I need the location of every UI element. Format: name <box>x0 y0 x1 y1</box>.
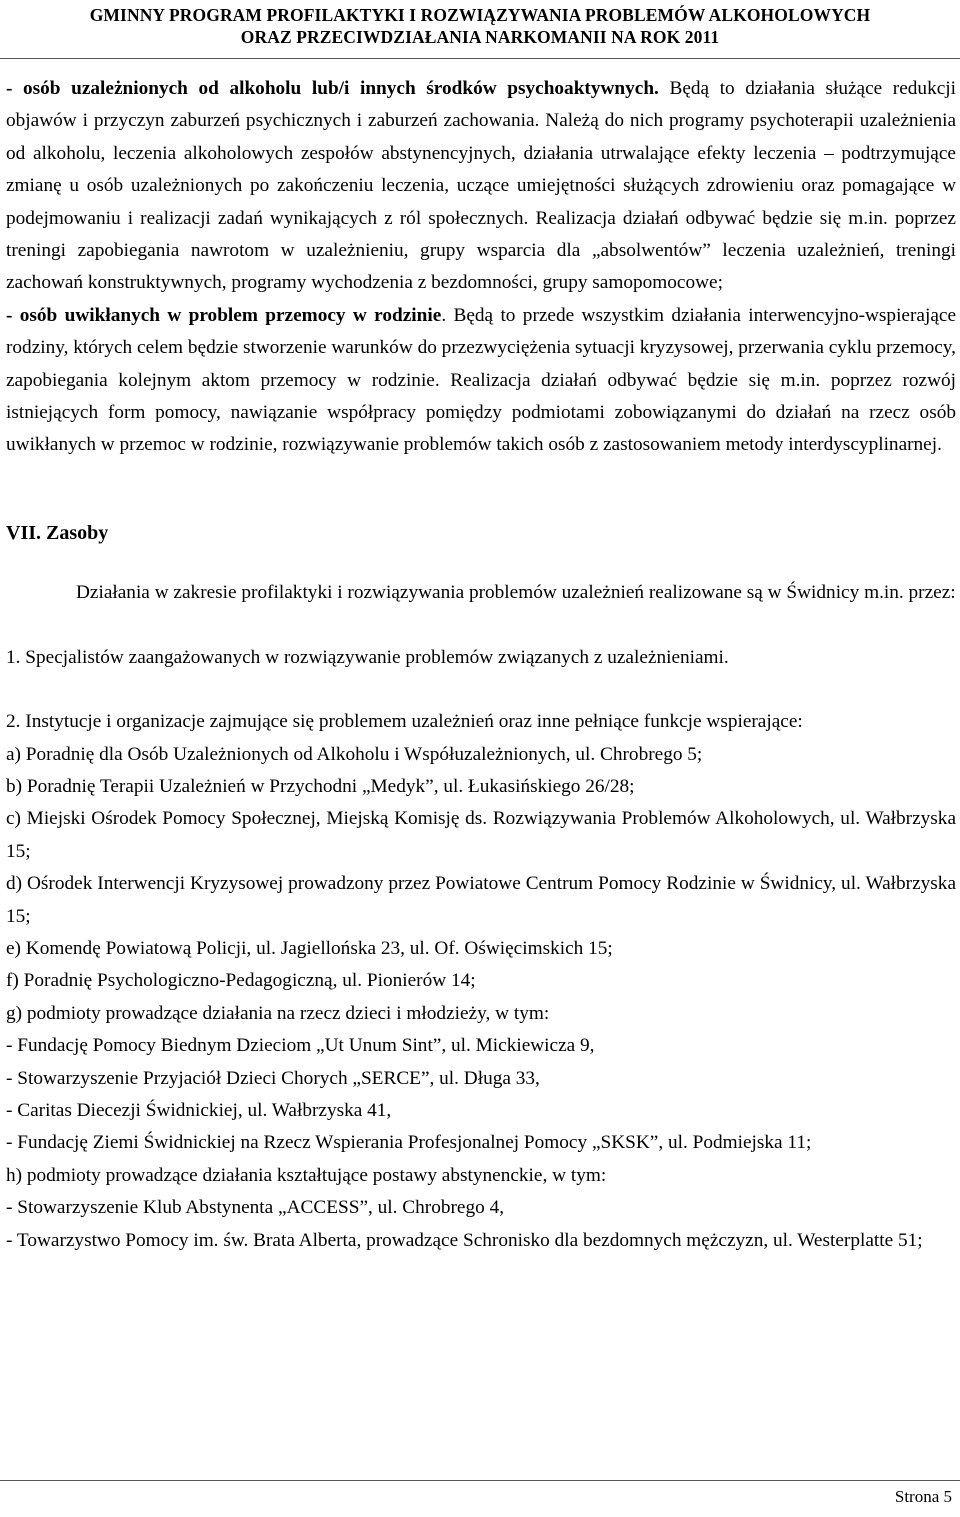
list-item: - Fundację Pomocy Biednym Dzieciom „Ut Unum Sint”, ul. Mickiewicza 9, <box>6 1035 595 1057</box>
list-item: h) podmioty prowadzące działania kształtujące postawy abstynenckie, w tym: <box>6 1164 607 1186</box>
list-item: - Fundację Ziemi Świdnickiej na Rzecz Wspierania Profesjonalnej Pomocy „SKSK”, ul. Podmiejska 11; <box>6 1132 812 1154</box>
list-item: f) Poradnię Psychologiczno-Pedagogiczną, ul. Pionierów 14; <box>6 970 476 992</box>
paragraph-violence-lead: - osób uwikłanych w problem przemocy w rodzinie <box>6 304 442 326</box>
header-divider <box>0 58 960 59</box>
header-line-1: GMINNY PROGRAM PROFILAKTYKI I ROZWIĄZYWANIA PROBLEMÓW ALKOHOLOWYCH <box>89 5 871 25</box>
paragraph-addicted-text: Będą to działania służące redukcji objawów i przyczyn zaburzeń psychicznych i zaburzeń zachowania. Należą do nich programy psychoterapii uzależnienia od alkoholu, leczenia alkoholowych zespołów abstynencyjnych, działania utrwalające efekty leczenia – podtrzymujące zmianę u osób uzależnionych po zakończeniu leczenia, uczące umiejętności służących zdrowieniu oraz pomagające w podejmowaniu i realizacji zadań wynikających z ról społecznych. Realizacja działań odbywać będzie się m.in. poprzez treningi zapobiegania nawrotom w uzależnieniu, grupy wsparcia dla „absolwentów” leczenia uzależnień, treningi zachowań konstruktywnych, programy wychodzenia z bezdomności, grupy samopomocowe; <box>6 78 956 294</box>
list-item: g) podmioty prowadzące działania na rzecz dzieci i młodzieży, w tym: <box>6 1002 550 1024</box>
list-item: - Stowarzyszenie Przyjaciół Dzieci Chorych „SERCE”, ul. Długa 33, <box>6 1067 540 1089</box>
list-item: b) Poradnię Terapii Uzależnień w Przychodni „Medyk”, ul. Łukasińskiego 26/28; <box>6 775 635 797</box>
section-intro: Działania w zakresie profilaktyki i rozwiązywania problemów uzależnień realizowane są w Świdnicy m.in. przez: <box>76 582 956 604</box>
list-item: - Caritas Diecezji Świdnickiej, ul. Wałbrzyska 41, <box>6 1099 392 1121</box>
list-item-specialists: 1. Specjalistów zaangażowanych w rozwiązywanie problemów związanych z uzależnieniami. <box>6 646 729 668</box>
page-number: Strona 5 <box>894 1487 952 1506</box>
list-item-institutions: 2. Instytucje i organizacje zajmujące się problemem uzależnień oraz inne pełniące funkcje wspierające: <box>6 711 803 733</box>
list-item: a) Poradnię dla Osób Uzależnionych od Alkoholu i Współuzależnionych, ul. Chrobrego 5; <box>6 743 703 765</box>
paragraph-addicted-lead: - osób uzależnionych od alkoholu lub/i innych środków psychoaktywnych. <box>6 78 659 99</box>
page-header <box>0 0 960 56</box>
footer-divider <box>0 1480 960 1481</box>
paragraph-violence-text: . Będą to przede wszystkim działania interwencyjno-wspierające rodziny, których celem będzie stworzenie warunków do przezwyciężenia sytuacji kryzysowej, przerwania cyklu przemocy, zapobiegania kolejnym aktom przemocy w rodzinie. Realizacja działań odbywać będzie się m.in. poprzez rozwój istniejących form pomocy, nawiązanie współpracy pomiędzy podmiotami zobowiązanymi do działań na rzecz osób uwikłanych w przemoc w rodzinie, rozwiązywanie problemów takich osób z zastosowaniem metody interdyscyplinarnej. <box>6 304 956 456</box>
list-item: - Towarzystwo Pomocy im. św. Brata Alberta, prowadzące Schronisko dla bezdomnych mężczyzn, ul. Westerplatte 51; <box>6 1229 923 1251</box>
section-heading: VII. Zasoby <box>6 521 109 544</box>
list-item: c) Miejski Ośrodek Pomocy Społecznej, Miejską Komisję ds. Rozwiązywania Problemów Alkoholowych, ul. Wałbrzyska 15; <box>6 808 956 862</box>
header-line-2: ORAZ PRZECIWDZIAŁANIA NARKOMANII NA ROK 2011 <box>240 27 720 47</box>
list-item: - Stowarzyszenie Klub Abstynenta „ACCESS”, ul. Chrobrego 4, <box>6 1197 505 1219</box>
document-body <box>6 73 956 1257</box>
paragraph-addicted <box>6 73 956 300</box>
list-item: d) Ośrodek Interwencji Kryzysowej prowadzony przez Powiatowe Centrum Pomocy Rodzinie w Świdnicy, ul. Wałbrzyska 15; <box>6 873 956 927</box>
paragraph-violence <box>6 300 956 462</box>
list-item: e) Komendę Powiatową Policji, ul. Jagiellońska 23, ul. Of. Oświęcimskich 15; <box>6 937 613 959</box>
